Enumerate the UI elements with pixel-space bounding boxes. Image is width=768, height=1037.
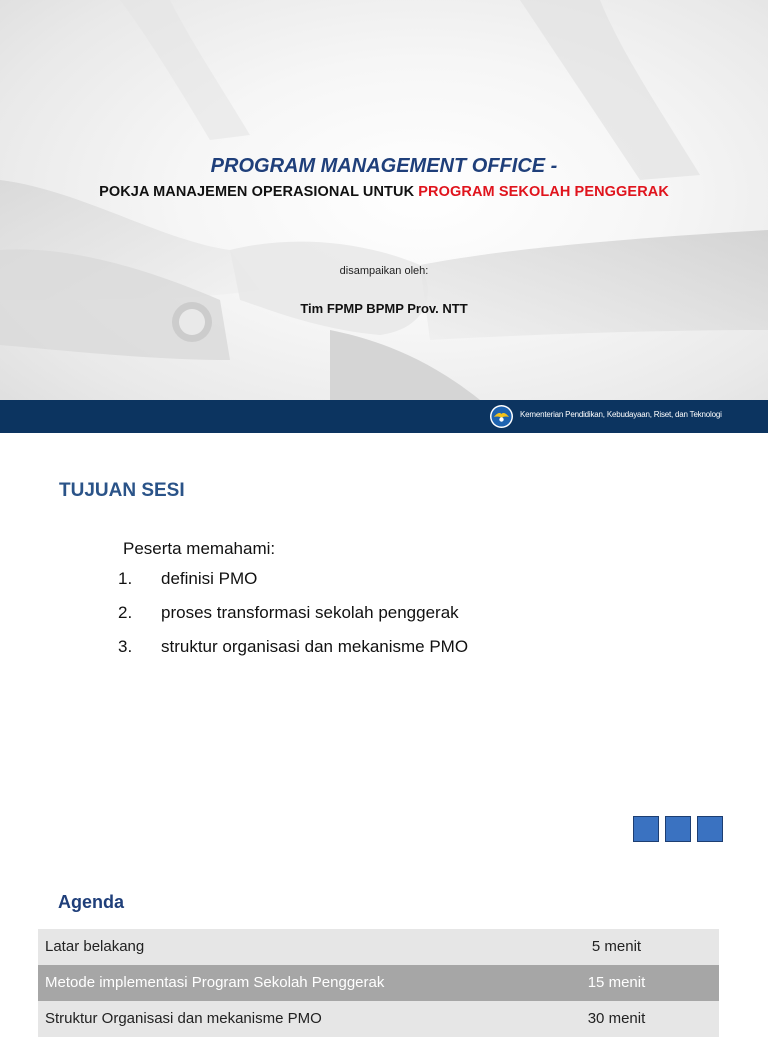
title-slide xyxy=(0,0,768,433)
slide-title: TUJUAN SESI xyxy=(59,480,185,501)
agenda-duration: 30 menit xyxy=(587,1010,646,1027)
table-row xyxy=(38,1001,719,1037)
decorative-square xyxy=(633,816,659,842)
agenda-duration: 15 menit xyxy=(587,974,646,991)
ministry-name: Kementerian Pendidikan, Kebudayaan, Riset, dan Teknologi xyxy=(520,410,722,419)
table-row xyxy=(38,929,719,965)
list-text: definisi PMO xyxy=(161,569,258,588)
list-number: 1. xyxy=(118,569,133,588)
subtitle-red-text: PROGRAM SEKOLAH PENGGERAK xyxy=(418,184,669,200)
agenda-topic: Latar belakang xyxy=(45,938,145,955)
stacked-hands-background xyxy=(0,0,768,400)
agenda-topic: Struktur Organisasi dan mekanisme PMO xyxy=(45,1010,322,1027)
list-number: 2. xyxy=(118,603,133,622)
presentation-subtitle xyxy=(0,184,768,200)
presented-by-label: disampaikan oleh: xyxy=(339,265,429,277)
agenda-table xyxy=(38,929,719,1037)
slide-title: Agenda xyxy=(58,892,125,912)
objectives-slide xyxy=(0,433,768,853)
presenter-team: Tim FPMP BPMP Prov. NTT xyxy=(300,301,468,316)
list-text: proses transformasi sekolah penggerak xyxy=(161,603,459,622)
objectives-intro: Peserta memahami: xyxy=(123,539,276,558)
decorative-square xyxy=(665,816,691,842)
table-row xyxy=(38,965,719,1001)
list-text: struktur organisasi dan mekanisme PMO xyxy=(161,637,469,656)
footer-bar xyxy=(0,400,768,433)
presentation-title: PROGRAM MANAGEMENT OFFICE - xyxy=(210,155,558,177)
agenda-slide xyxy=(0,853,768,1027)
agenda-topic: Metode implementasi Program Sekolah Penggerak xyxy=(45,974,385,991)
decorative-square xyxy=(697,816,723,842)
agenda-duration: 5 menit xyxy=(591,938,642,955)
tut-wuri-handayani-logo-icon xyxy=(490,405,513,428)
list-number: 3. xyxy=(118,637,133,656)
subtitle-black-text: POKJA MANAJEMEN OPERASIONAL UNTUK xyxy=(99,184,419,200)
